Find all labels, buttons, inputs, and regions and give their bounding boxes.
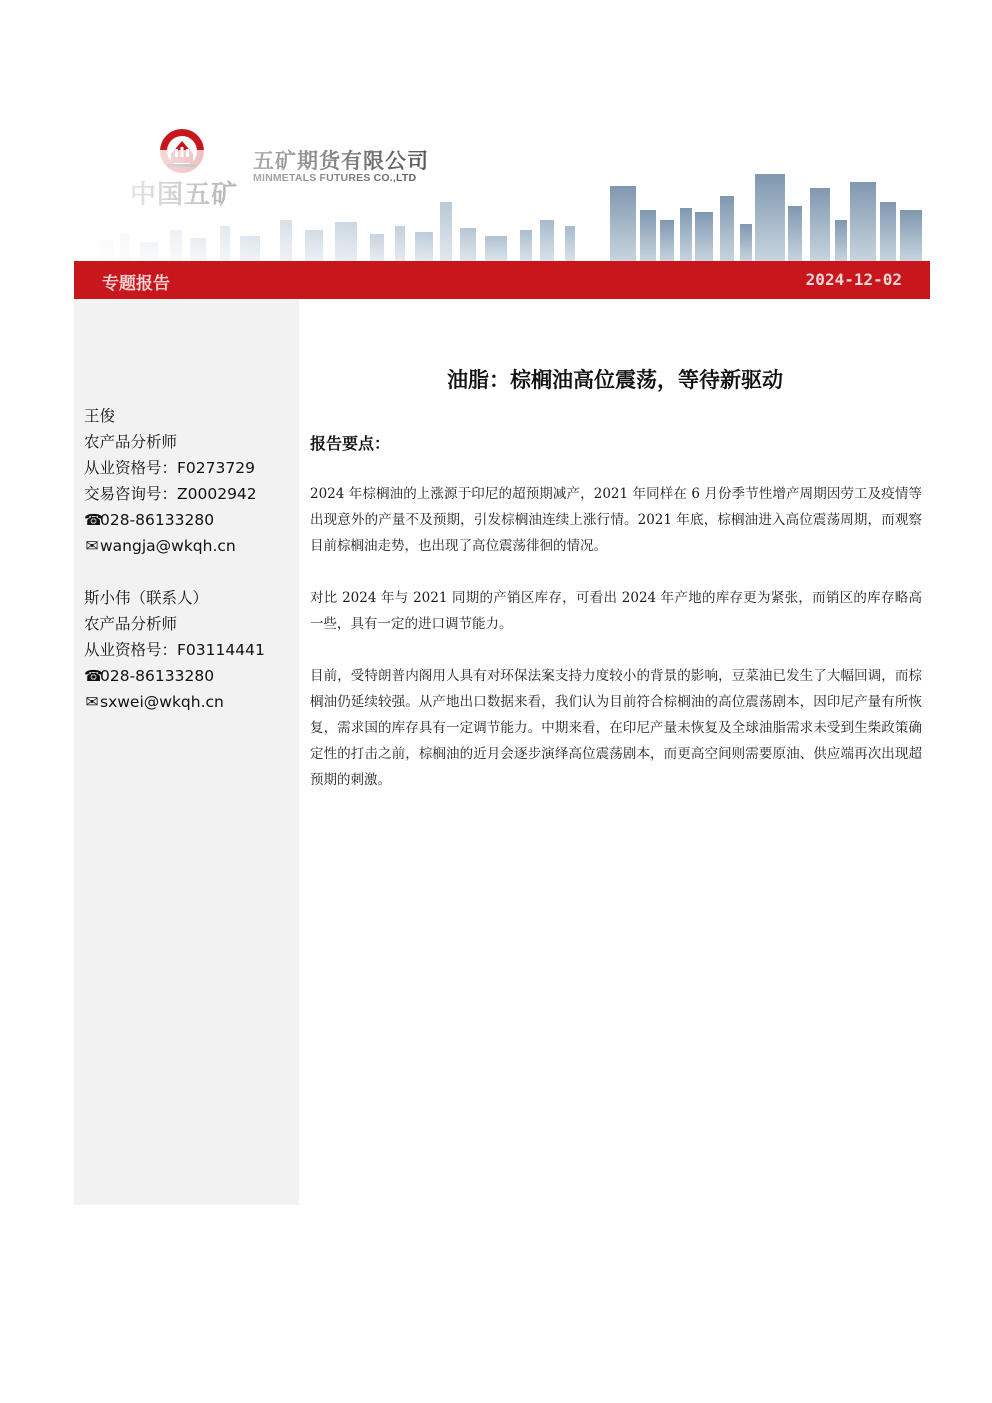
phone-icon: ☎ [84,511,104,529]
author-card [84,585,294,715]
author-email-address[interactable]: wangja@wkqh.cn [100,537,236,555]
report-title: 油脂：棕榈油高位震荡，等待新驱动 [447,368,783,392]
report-type-label: 专题报告 [102,274,170,294]
author-email[interactable] [84,533,294,559]
envelope-icon: ✉ [85,537,99,555]
author-qualification: 从业资格号：F0273729 [84,459,255,477]
report-date: 2024-12-02 [805,270,902,289]
author-name: 王俊 [84,407,116,425]
author-sidebar [74,299,299,1205]
section-heading: 报告要点： [310,434,391,453]
report-banner [74,261,930,299]
author-phone-number: 028-86133280 [100,667,215,685]
envelope-icon: ✉ [85,693,99,711]
author-phone-number: 028-86133280 [100,511,215,529]
author-role: 农产品分析师 [84,615,178,633]
author-phone [84,663,294,689]
author-phone [84,507,294,533]
author-qualification: 从业资格号：F03114441 [84,641,265,659]
author-consult-number: 交易咨询号：Z0002942 [84,485,257,503]
report-header [0,0,992,262]
author-card [84,403,294,559]
author-email[interactable] [84,689,294,715]
body-paragraph: 目前，受特朗普内阁用人具有对环保法案支持力度较小的背景的影响，豆菜油已发生了大幅回调，而棕榈油仍延续较强。从产地出口数据来看，我们认为目前符合棕榈油的高位震荡剧本，因印尼产量有所恢复，需求国的库存具有一定调节能力。中期来看，在印尼产量未恢复及全球油脂需求未受到生柴政策确定性的打击之前，棕榈油的近月会逐步演绎高位震荡剧本，而更高空间则需要原油、供应端再次出现超预期的刺激。 [310,668,922,788]
author-email-address[interactable]: sxwei@wkqh.cn [100,693,224,711]
author-role: 农产品分析师 [84,433,178,451]
body-paragraph: 2024 年棕榈油的上涨源于印尼的超预期减产，2021 年同样在 6 月份季节性增产周期因劳工及疫情等出现意外的产量不及预期，引发棕榈油连续上涨行情。2021 年底，棕榈油进入高位震荡周期，而观察目前棕榈油走势，也出现了高位震荡徘徊的情况。 [310,486,922,554]
author-name: 斯小伟（联系人） [84,589,209,607]
body-paragraph: 对比 2024 年与 2021 同期的产销区库存，可看出 2024 年产地的库存更为紧张，而销区的库存略高一些，具有一定的进口调节能力。 [310,590,922,632]
city-skyline-illustration [80,150,930,262]
phone-icon: ☎ [84,667,104,685]
